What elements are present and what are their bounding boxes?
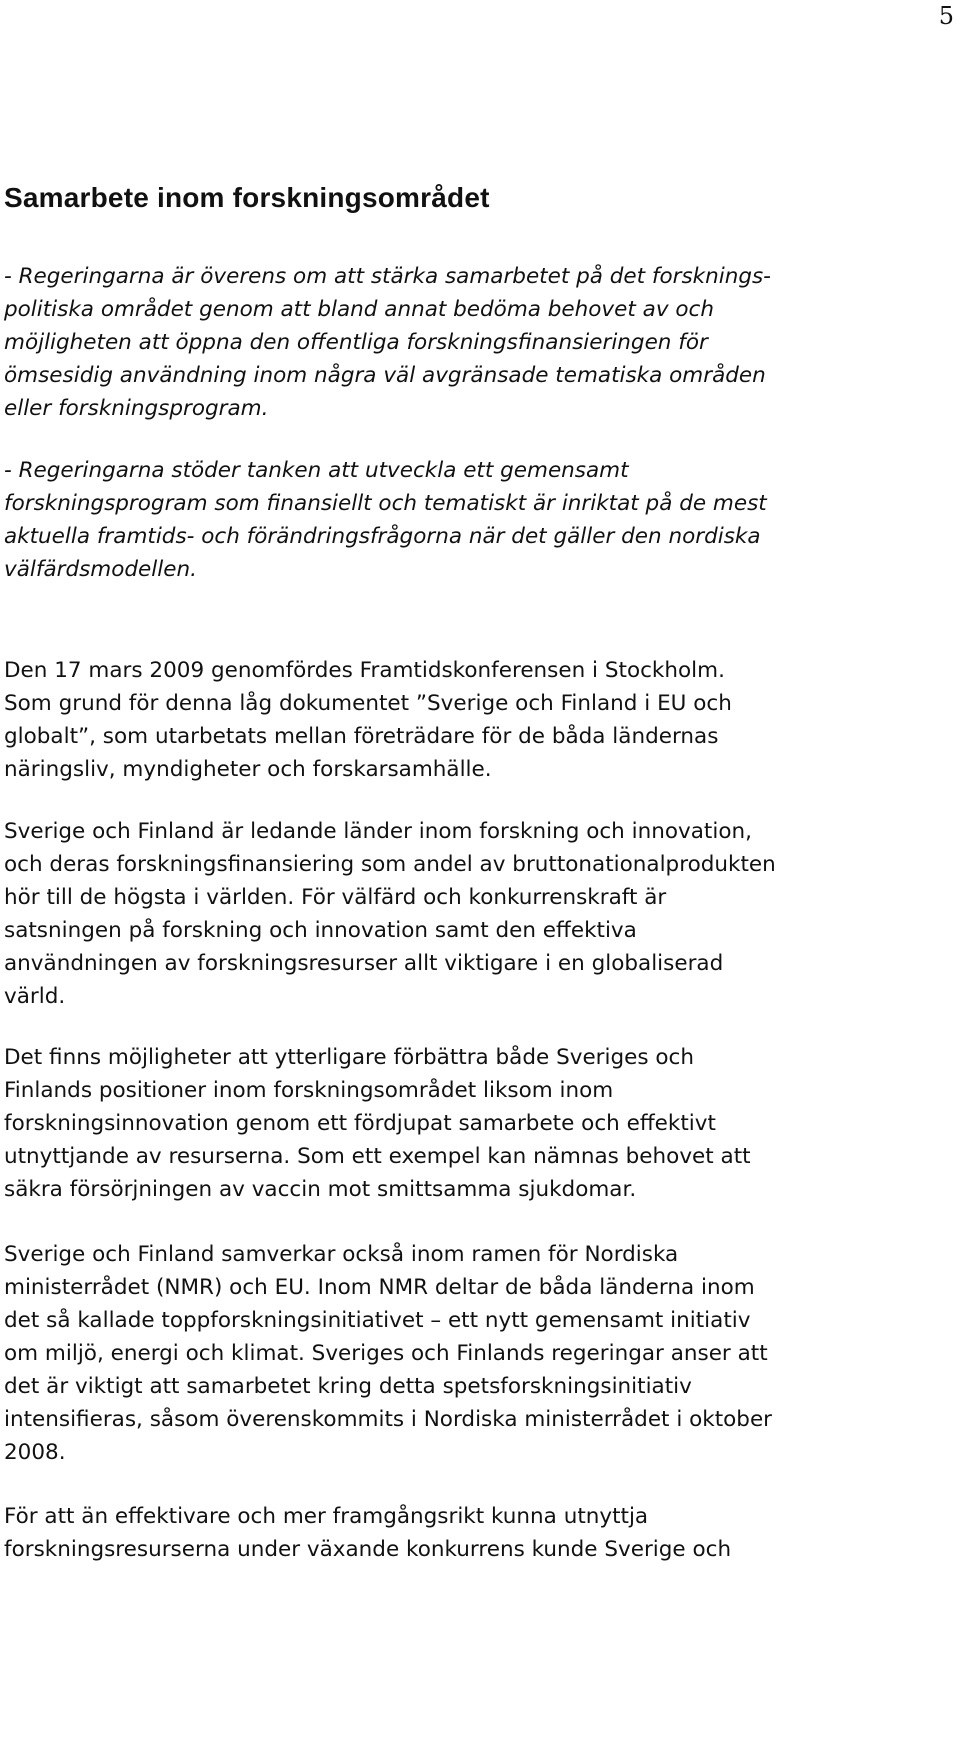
- paragraph-samverkan-nmr: Sverige och Finland samverkar också inom ramen för Nordiska ministerrådet (NMR) och EU. Inom NMR deltar de båda länderna inom det så kallade toppforskningsinitiativet – ett nytt gemensamt initiativ om miljö, energi och klimat. Sveriges och Finlands regeringar anser att det är viktigt att samarbetet kring detta spetsforskningsinitiativ intensifieras, såsom överenskommits i Nordiska ministerrådet i oktober 2008.: [4, 1242, 773, 1465]
- paragraph-framtidskonferensen: Den 17 mars 2009 genomfördes Framtidskonferensen i Stockholm. Som grund för denna låg dokumentet ”Sverige och Finland i EU och globalt”, som utarbetats mellan företrädare för de båda ländernas näringsliv, myndigheter och forskarsamhälle.: [4, 658, 732, 782]
- page-number: 5: [938, 2, 954, 30]
- paragraph-regeringarna-stoder: - Regeringarna stöder tanken att utveckla ett gemensamt forskningsprogram som finansiellt och tematiskt är inriktat på de mest aktuella framtids- och förändringsfrågorna när det gäller den nordiska välfärdsmodellen.: [4, 458, 767, 582]
- section-heading: Samarbete inom forskningsområdet: [4, 182, 490, 213]
- paragraph-regeringarna-overens: - Regeringarna är överens om att stärka samarbetet på det forsknings- politiska området genom att bland annat bedöma behovet av och möjligheten att öppna den offentliga forskningsfinansieringen för ömsesidig användning inom några väl avgränsade tematiska områden eller forskningsprogram.: [4, 264, 771, 421]
- paragraph-ledande-lander: Sverige och Finland är ledande länder inom forskning och innovation, och deras forskningsfinansiering som andel av bruttonationalprodukten hör till de högsta i världen. För välfärd och konkurrenskraft är satsningen på forskning och innovation samt den effektiva användningen av forskningsresurser allt viktigare i en globaliserad värld.: [4, 819, 776, 1009]
- paragraph-mojligheter: Det finns möjligheter att ytterligare förbättra både Sveriges och Finlands positioner inom forskningsområdet liksom inom forskningsinnovation genom ett fördjupat samarbete och effektivt utnyttjande av resurserna. Som ett exempel kan nämnas behovet att säkra försörjningen av vaccin mot smittsamma sjukdomar.: [4, 1045, 751, 1202]
- paragraph-effektivare: För att än effektivare och mer framgångsrikt kunna utnyttja forskningsresurserna under växande konkurrens kunde Sverige och: [4, 1504, 732, 1562]
